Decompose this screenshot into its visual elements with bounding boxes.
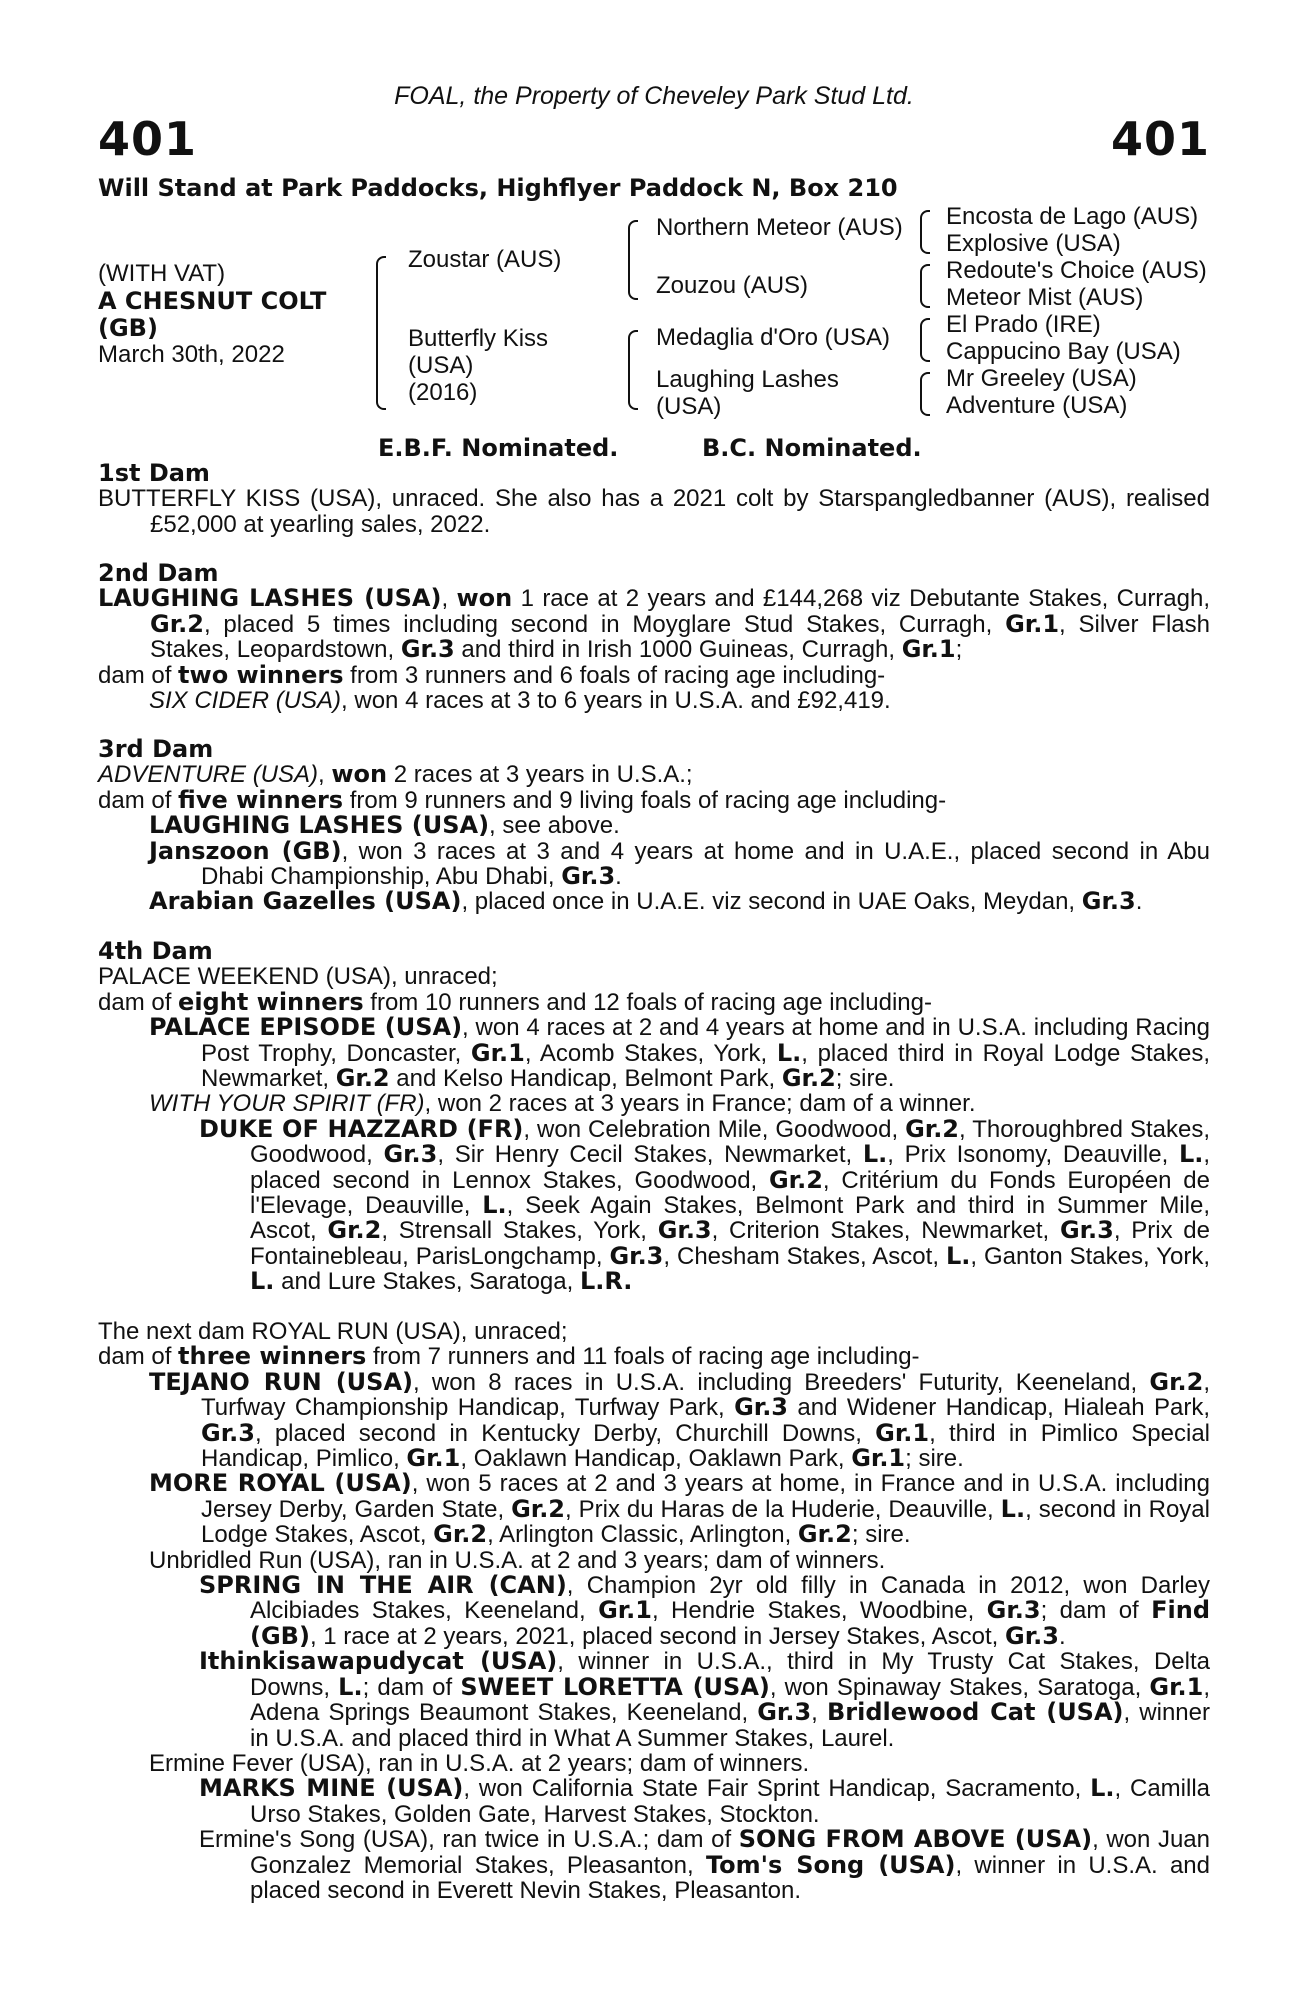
brace-sd (920, 264, 930, 308)
section-2nd-dam (98, 561, 1210, 713)
dam-year: (2016) (408, 379, 478, 406)
dam-dam: Laughing Lashes (656, 366, 839, 393)
dam3-record: ADVENTURE (USA), won 2 races at 3 years in U.S.A.; (98, 760, 693, 789)
section-4th-dam (98, 939, 1210, 1295)
produce-with-your-spirit: WITH YOUR SPIRIT (FR), won 2 races at 3 years in France; dam of a winner. (149, 1090, 976, 1118)
produce-palace-episode: PALACE EPISODE (USA), won 4 races at 2 and 4 years at home and in U.S.A. including Racing Post Trophy, Doncaster, Gr.1, Acomb Stakes, York, L., placed third in Royal Lodge Stakes, Newmarket, Gr.2 and Kelso Handicap, Belmont Park, Gr.2; sire. (149, 1013, 1210, 1093)
dam-dam-sire: Mr Greeley (USA) (946, 365, 1137, 392)
catalogue-page (98, 0, 1210, 2000)
heading-2nd-dam: 2nd Dam (98, 559, 219, 587)
brace-dd (920, 372, 930, 416)
sire-dam: Zouzou (AUS) (656, 272, 809, 299)
dam-dam-origin: (USA) (656, 393, 722, 420)
produce-ermines-song: Ermine's Song (USA), ran twice in U.S.A.; dam of SONG FROM ABOVE (USA), won Juan Gonzalez Memorial Stakes, Pleasanton, Tom's Song (USA), winner in U.S.A. and placed second in Everett Nevin Stakes, Pleasanton. (199, 1825, 1210, 1904)
dam4-produce: dam of eight winners from 10 runners and 12 foals of racing age including- (98, 987, 932, 1016)
lot-number-left: 401 (98, 112, 198, 166)
horse-name: LAUGHING LASHES (USA) (98, 584, 442, 613)
dam2-produce: dam of two winners from 3 runners and 6 foals of racing age including- (98, 660, 886, 689)
dam-name: Butterfly Kiss (408, 325, 549, 352)
produce-ermine-fever: Ermine Fever (USA), ran in U.S.A. at 2 years; dam of winners. (149, 1749, 810, 1777)
produce-duke-of-hazzard: DUKE OF HAZZARD (FR), won Celebration Mile, Goodwood, Gr.2, Thoroughbred Stakes, Goodwood, Gr.3, Sir Henry Cecil Stakes, Newmarket, L., Prix Isonomy, Deauville, L., placed second in Lennox Stakes, Goodwood, Gr.2, Critérium du Fonds Européen de l'Elevage, Deauville, L., Seek Again Stakes, Belmont Park and third in Summer Mile, Ascot, Gr.2, Strensall Stakes, York, Gr.3, Criterion Stakes, Newmarket, Gr.3, Prix de Fontainebleau, ParisLongchamp, Gr.3, Chesham Stakes, Ascot, L., Ganton Stakes, York, L. and Lure Stakes, Saratoga, L.R. (199, 1114, 1211, 1296)
pedigree-tree (98, 200, 1210, 440)
produce-ithinkisawapudycat: Ithinkisawapudycat (USA), winner in U.S.A., third in My Trusty Cat Stakes, Delta Downs, L.; dam of SWEET LORETTA (USA), won Spinaway Stakes, Saratoga, Gr.1, Adena Springs Beaumont Stakes, Keeneland, Gr.3, Bridlewood Cat (USA), winner in U.S.A. and placed third in What A Summer Stakes, Laurel. (199, 1647, 1210, 1752)
section-3rd-dam (98, 737, 1210, 915)
dam1-text: BUTTERFLY KISS (USA), unraced. She also has a 2021 colt by Starspangledbanner (AUS), realised £52,000 at yearling sales, 2022. (98, 485, 1210, 538)
sire-sire-sire: Encosta de Lago (AUS) (946, 203, 1199, 230)
produce-unbridled-run: Unbridled Run (USA), ran in U.S.A. at 2 and 3 years; dam of winners. (149, 1546, 886, 1574)
page-subtitle: FOAL, the Property of Cheveley Park Stud Ltd. (394, 82, 914, 110)
sire-dam-sire: Redoute's Choice (AUS) (946, 257, 1207, 284)
dam-sire: Medaglia d'Oro (USA) (656, 324, 890, 351)
heading-4th-dam: 4th Dam (98, 937, 213, 965)
dam-sire-sire: El Prado (IRE) (946, 311, 1101, 338)
sire-dam-dam: Meteor Mist (AUS) (946, 284, 1144, 311)
dam2-record: LAUGHING LASHES (USA), won 1 race at 2 years and £144,268 viz Debutante Stakes, Curragh, Gr.2, placed 5 times including second in Moyglare Stud Stakes, Curragh, Gr.1, Silver Flash Stakes, Leopardstown, Gr.3 and third in Irish 1000 Guineas, Curragh, Gr.1; (98, 584, 1211, 664)
colt-origin: (GB) (98, 314, 158, 342)
foaling-date: March 30th, 2022 (98, 341, 285, 368)
colt-description: A CHESNUT COLT (98, 287, 327, 315)
section-1st-dam (98, 461, 1210, 537)
sire-name: Zoustar (AUS) (408, 246, 562, 273)
dam-dam-dam: Adventure (USA) (946, 392, 1128, 419)
sire-sire-dam: Explosive (USA) (946, 230, 1121, 257)
produce-laughing-lashes: LAUGHING LASHES (USA), see above. (149, 811, 620, 840)
brace-dam-parents (628, 330, 638, 410)
vat-note: (WITH VAT) (98, 260, 226, 287)
next-dam-produce: dam of three winners from 7 runners and 11 foals of racing age including- (98, 1342, 920, 1371)
produce-janszoon: Janszoon (GB), won 3 races at 3 and 4 years at home and in U.A.E., placed second in Abu Dhabi Championship, Abu Dhabi, Gr.3. (149, 836, 1210, 891)
produce-six-cider: SIX CIDER (USA), won 4 races at 3 to 6 years in U.S.A. and £92,419. (149, 687, 891, 715)
dam3-produce: dam of five winners from 9 runners and 9 living foals of racing age including- (98, 785, 947, 814)
ebf-nomination: E.B.F. Nominated. (378, 434, 619, 462)
brace-ss (920, 210, 930, 254)
lot-number-right: 401 (1110, 112, 1210, 166)
produce-tejano-run: TEJANO RUN (USA), won 8 races in U.S.A. including Breeders' Futurity, Keeneland, Gr.2, Turfway Championship Handicap, Turfway Park, Gr.3 and Widener Handicap, Hialeah Park, Gr.3, placed second in Kentucky Derby, Churchill Downs, Gr.1, third in Pimlico Special Handicap, Pimlico, Gr.1, Oaklawn Handicap, Oaklawn Park, Gr.1; sire. (149, 1367, 1211, 1473)
heading-1st-dam: 1st Dam (98, 459, 210, 487)
produce-more-royal: MORE ROYAL (USA), won 5 races at 2 and 3 years at home, in France and in U.S.A. including Jersey Derby, Garden State, Gr.2, Prix du Haras de la Huderie, Deauville, L., second in Royal Lodge Stakes, Ascot, Gr.2, Arlington Classic, Arlington, Gr.2; sire. (149, 1469, 1210, 1549)
section-next-dam (98, 1319, 1210, 1903)
produce-arabian-gazelles: Arabian Gazelles (USA), placed once in U.A.E. viz second in UAE Oaks, Meydan, Gr.3. (149, 887, 1143, 916)
brace-sire-parents (628, 220, 638, 300)
brace-ds (920, 318, 930, 362)
dam-origin: (USA) (408, 352, 474, 379)
produce-marks-mine: MARKS MINE (USA), won California State Fair Sprint Handicap, Sacramento, L., Camilla Urso Stakes, Golden Gate, Harvest Stakes, Stockton. (199, 1774, 1211, 1828)
brace-gen1 (376, 256, 386, 410)
dam-sire-dam: Cappucino Bay (USA) (946, 338, 1181, 365)
heading-3rd-dam: 3rd Dam (98, 735, 214, 763)
dam4-record: PALACE WEEKEND (USA), unraced; (98, 963, 498, 991)
next-dam-record: The next dam ROYAL RUN (USA), unraced; (98, 1318, 568, 1345)
produce-spring-in-the-air: SPRING IN THE AIR (CAN), Champion 2yr old filly in Canada in 2012, won Darley Alcibiades Stakes, Keeneland, Gr.1, Hendrie Stakes, Woodbine, Gr.3; dam of Find (GB), 1 race at 2 years, 2021, placed second in Jersey Stakes, Ascot, Gr.3. (199, 1571, 1211, 1650)
bc-nomination: B.C. Nominated. (702, 434, 922, 462)
stabling-location: Will Stand at Park Paddocks, Highflyer Paddock N, Box 210 (98, 174, 898, 202)
sire-sire: Northern Meteor (AUS) (656, 214, 903, 241)
